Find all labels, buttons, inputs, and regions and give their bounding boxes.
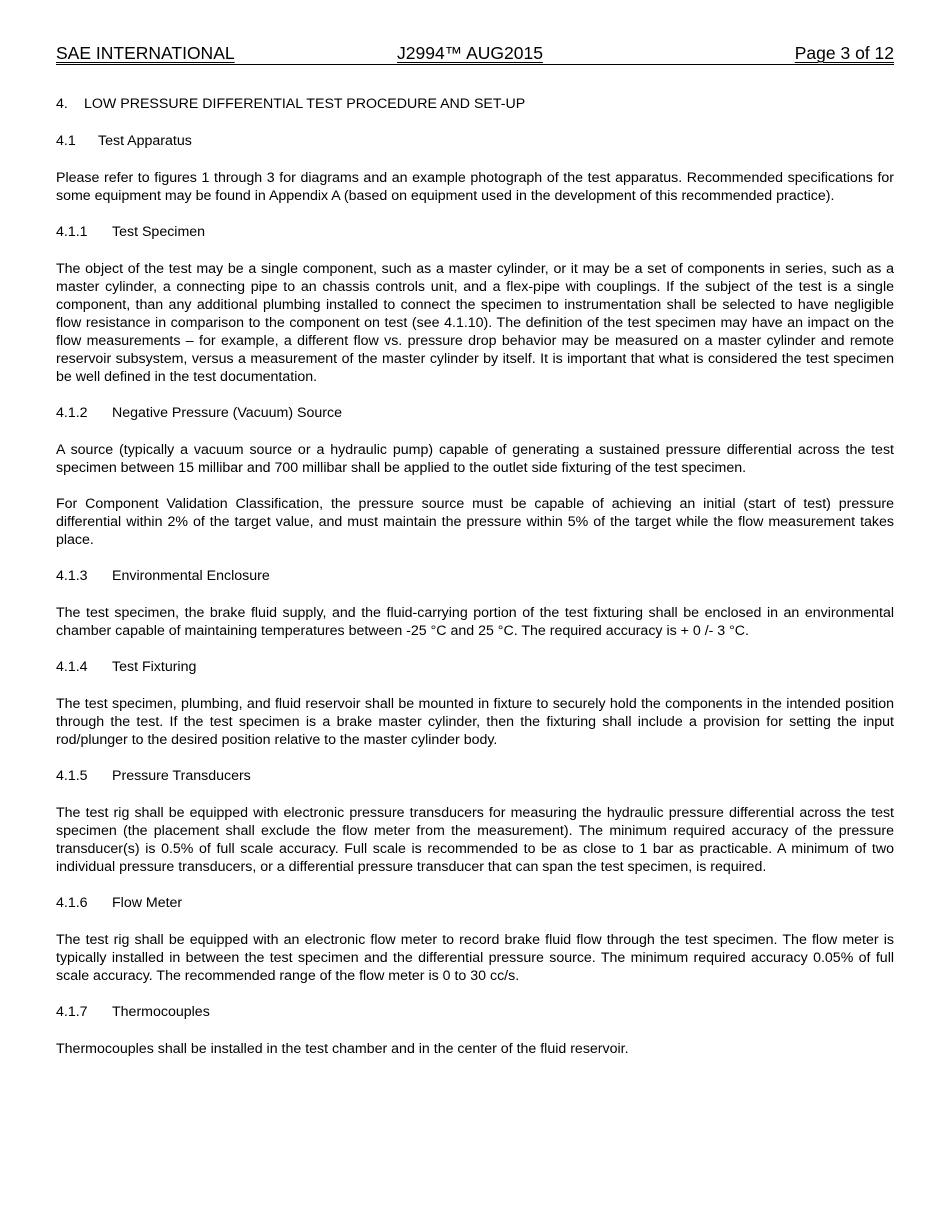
section-4-1-4-heading: [56, 658, 894, 676]
section-number: 4.1.3: [56, 568, 88, 584]
section-number: 4.1.5: [56, 768, 88, 784]
section-number: 4.1.6: [56, 895, 88, 911]
section-title: Environmental Enclosure: [112, 568, 270, 584]
section-4-1-6-heading: [56, 894, 894, 912]
section-number: 4.1.1: [56, 224, 88, 240]
paragraph: The test specimen, the brake fluid supply, and the fluid-carrying portion of the test fixturing shall be enclosed in an environmental chamber capable of maintaining temperatures between -25 °C and 25 °C. The required accuracy is + 0 /- 3 °C.: [56, 605, 894, 639]
paragraph: Please refer to figures 1 through 3 for diagrams and an example photograph of the test apparatus. Recommended specifications for some equipment may be found in Appendix A (based on equipment used in the development of this recommended practice).: [56, 170, 894, 204]
section-number: 4.1: [56, 133, 76, 149]
paragraph: Thermocouples shall be installed in the test chamber and in the center of the fluid reservoir.: [56, 1041, 629, 1057]
section-number: 4.1.2: [56, 405, 88, 421]
section-4-1-7-heading: [56, 1003, 894, 1021]
paragraph: The test rig shall be equipped with electronic pressure transducers for measuring the hydraulic pressure differential across the test specimen (the placement shall exclude the flow meter from the measurement). The minimum required accuracy of the pressure transducer(s) is 0.5% of full scale accuracy. Full scale is recommended to be as close to 1 bar as practicable. A minimum of two individual pressure transducers, or a differential pressure transducer that can span the test specimen, is required.: [56, 805, 894, 875]
section-4-1-5-heading: [56, 767, 894, 785]
section-number: 4.1.7: [56, 1004, 88, 1020]
paragraph: The test specimen, plumbing, and fluid reservoir shall be mounted in fixture to securely hold the components in the intended position through the test. If the test specimen is a brake master cylinder, then the fixturing shall include a provision for setting the input rod/plunger to the desired position relative to the master cylinder body.: [56, 696, 894, 748]
section-4-heading: [56, 95, 894, 113]
section-title: Test Specimen: [112, 224, 206, 240]
section-number: 4.1.4: [56, 659, 88, 675]
section-title: Thermocouples: [112, 1004, 210, 1020]
section-4-1-heading: [56, 132, 894, 150]
page-header: [56, 42, 894, 65]
paragraph: The object of the test may be a single component, such as a master cylinder, or it may be a set of components in series, such as a master cylinder, a connecting pipe to an chassis controls unit, and a flex-pipe with couplings. If the subject of the test is a single component, than any additional plumbing installed to connect the specimen to instrumentation shall be selected to have negligible flow resistance in comparison to the component on test (see 4.1.10). The definition of the test specimen may have an impact on the flow measurements – for example, a different flow vs. pressure drop behavior may be measured on a master cylinder and remote reservoir subsystem, versus a measurement of the master cylinder by itself. It is important that what is considered the test specimen be well defined in the test documentation.: [56, 261, 894, 385]
section-title: Test Apparatus: [98, 133, 192, 149]
section-title: LOW PRESSURE DIFFERENTIAL TEST PROCEDURE AND SET-UP: [84, 96, 526, 112]
paragraph: A source (typically a vacuum source or a hydraulic pump) capable of generating a sustained pressure differential across the test specimen between 15 millibar and 700 millibar shall be applied to the outlet side fixturing of the test specimen.: [56, 442, 894, 476]
section-4-1-2-heading: [56, 404, 894, 422]
document-body: [56, 95, 894, 1076]
section-title: Test Fixturing: [112, 659, 197, 675]
header-document-id: J2994™ AUG2015: [397, 43, 543, 63]
section-number: 4.: [56, 96, 68, 112]
header-organization: SAE INTERNATIONAL: [56, 43, 235, 63]
section-title: Negative Pressure (Vacuum) Source: [112, 405, 342, 421]
paragraph: For Component Validation Classification, the pressure source must be capable of achieving an initial (start of test) pressure differential within 2% of the target value, and must maintain the pressure within 5% of the target while the flow measurement takes place.: [56, 496, 894, 548]
header-page-number: Page 3 of 12: [794, 43, 894, 63]
section-title: Flow Meter: [112, 895, 183, 911]
paragraph: The test rig shall be equipped with an electronic flow meter to record brake fluid flow through the test specimen. The flow meter is typically installed in between the test specimen and the differential pressure source. The minimum required accuracy 0.05% of full scale accuracy. The recommended range of the flow meter is 0 to 30 cc/s.: [56, 932, 894, 984]
section-title: Pressure Transducers: [112, 768, 251, 784]
section-4-1-3-heading: [56, 567, 894, 585]
section-4-1-1-heading: [56, 223, 894, 241]
